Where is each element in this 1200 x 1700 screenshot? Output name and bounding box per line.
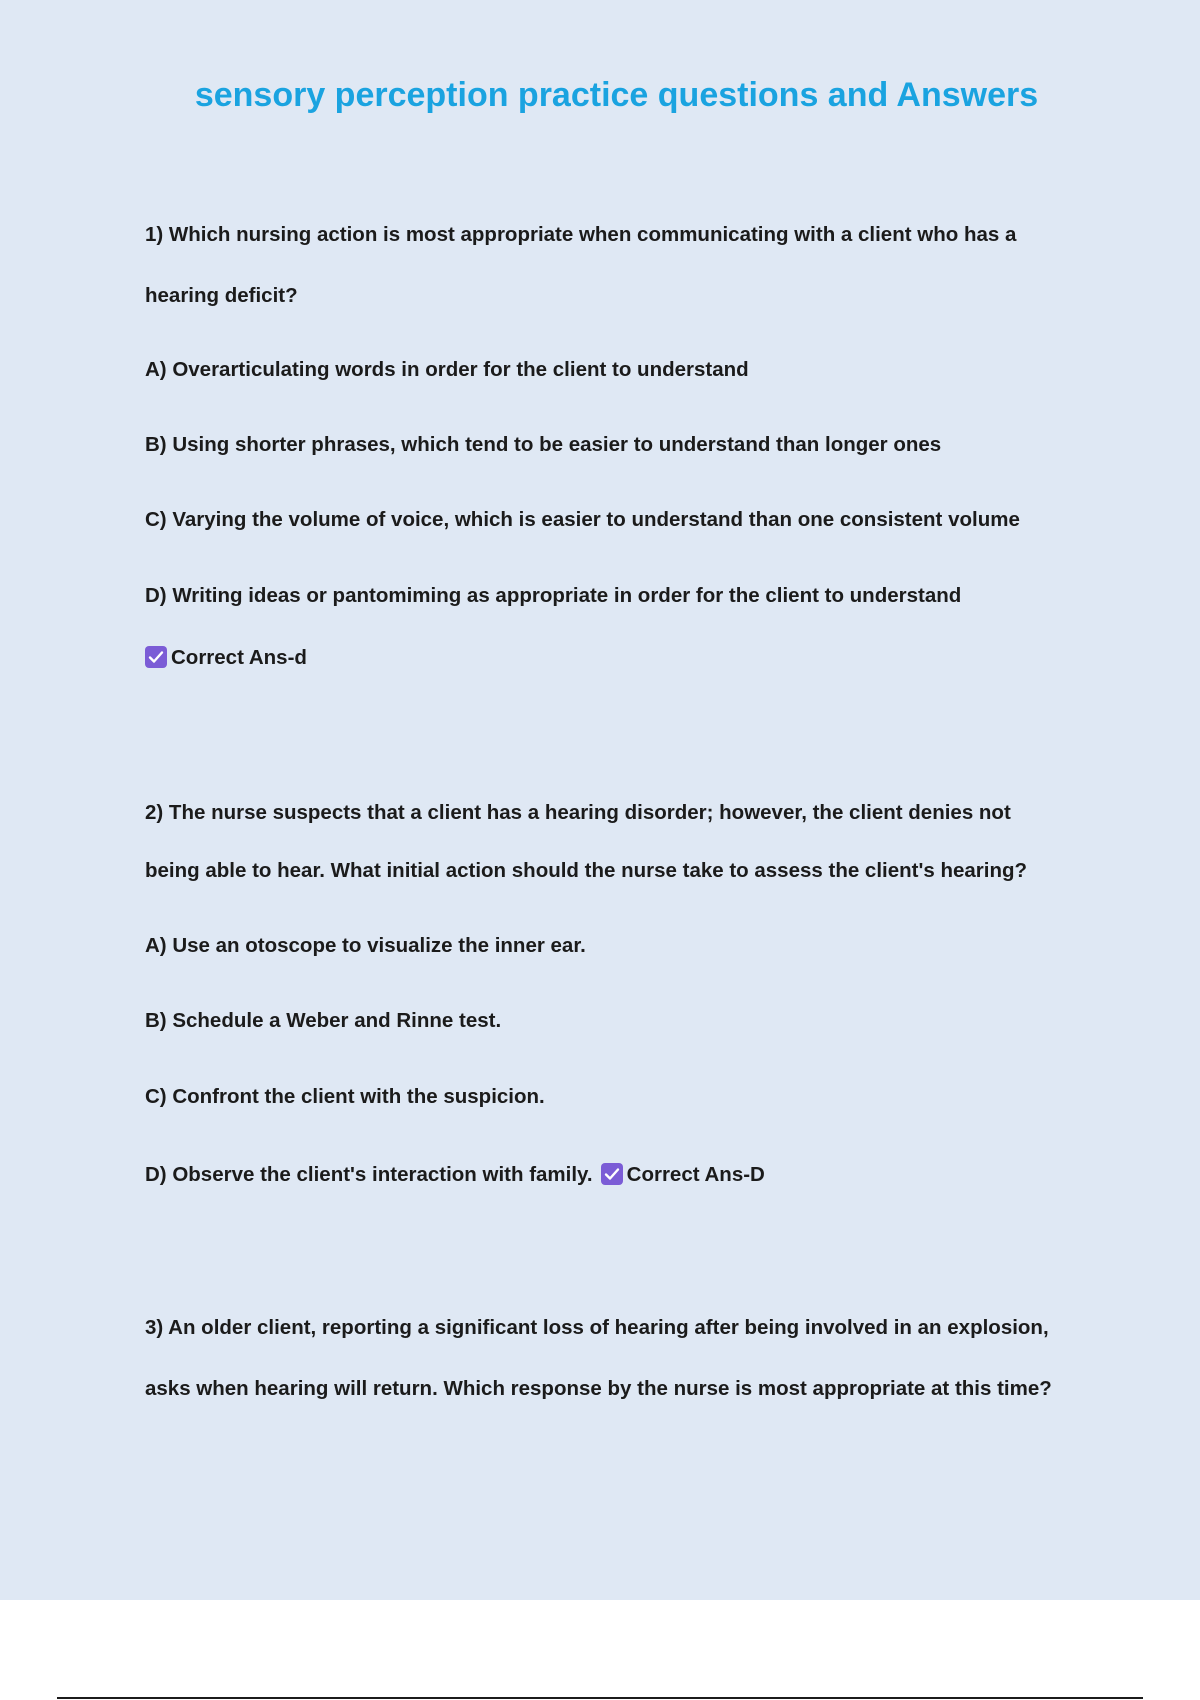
checkmark-icon (145, 646, 167, 668)
question-1-stem-line-1: 1) Which nursing action is most appropriate when communicating with a client who has a (145, 223, 1017, 246)
answer-label: Correct Ans-d (171, 646, 307, 669)
option-d-text: D) Observe the client's interaction with family. (145, 1163, 593, 1186)
question-2-stem-line-2: being able to hear. What initial action should the nurse take to assess the client's hearing? (145, 859, 1028, 882)
question-2-option-a: A) Use an otoscope to visualize the inner ear. (145, 934, 586, 957)
question-2-option-c: C) Confront the client with the suspicion. (145, 1085, 545, 1108)
question-3-stem-line-2: asks when hearing will return. Which response by the nurse is most appropriate at this time? (145, 1377, 1052, 1400)
footer-divider (57, 1697, 1143, 1699)
question-2-answer (601, 1163, 765, 1186)
document-title: sensory perception practice questions and Answers (194, 76, 1039, 114)
question-2-stem-line-1: 2) The nurse suspects that a client has a hearing disorder; however, the client denies not (145, 801, 1011, 824)
question-1-option-c: C) Varying the volume of voice, which is easier to understand than one consistent volume (145, 508, 1020, 531)
question-1-option-a: A) Overarticulating words in order for the client to understand (145, 358, 749, 381)
question-1-stem-line-2: hearing deficit? (145, 284, 298, 307)
question-3-stem-line-1: 3) An older client, reporting a significant loss of hearing after being involved in an explosion, (145, 1316, 1049, 1339)
question-1-answer (145, 645, 307, 671)
question-2-option-d (145, 1162, 765, 1188)
checkmark-icon (601, 1163, 623, 1185)
question-2-option-b: B) Schedule a Weber and Rinne test. (145, 1009, 502, 1032)
answer-label: Correct Ans-D (626, 1163, 765, 1186)
question-1-option-b: B) Using shorter phrases, which tend to be easier to understand than longer ones (145, 433, 942, 456)
question-1-option-d: D) Writing ideas or pantomiming as appropriate in order for the client to understand (145, 584, 962, 607)
